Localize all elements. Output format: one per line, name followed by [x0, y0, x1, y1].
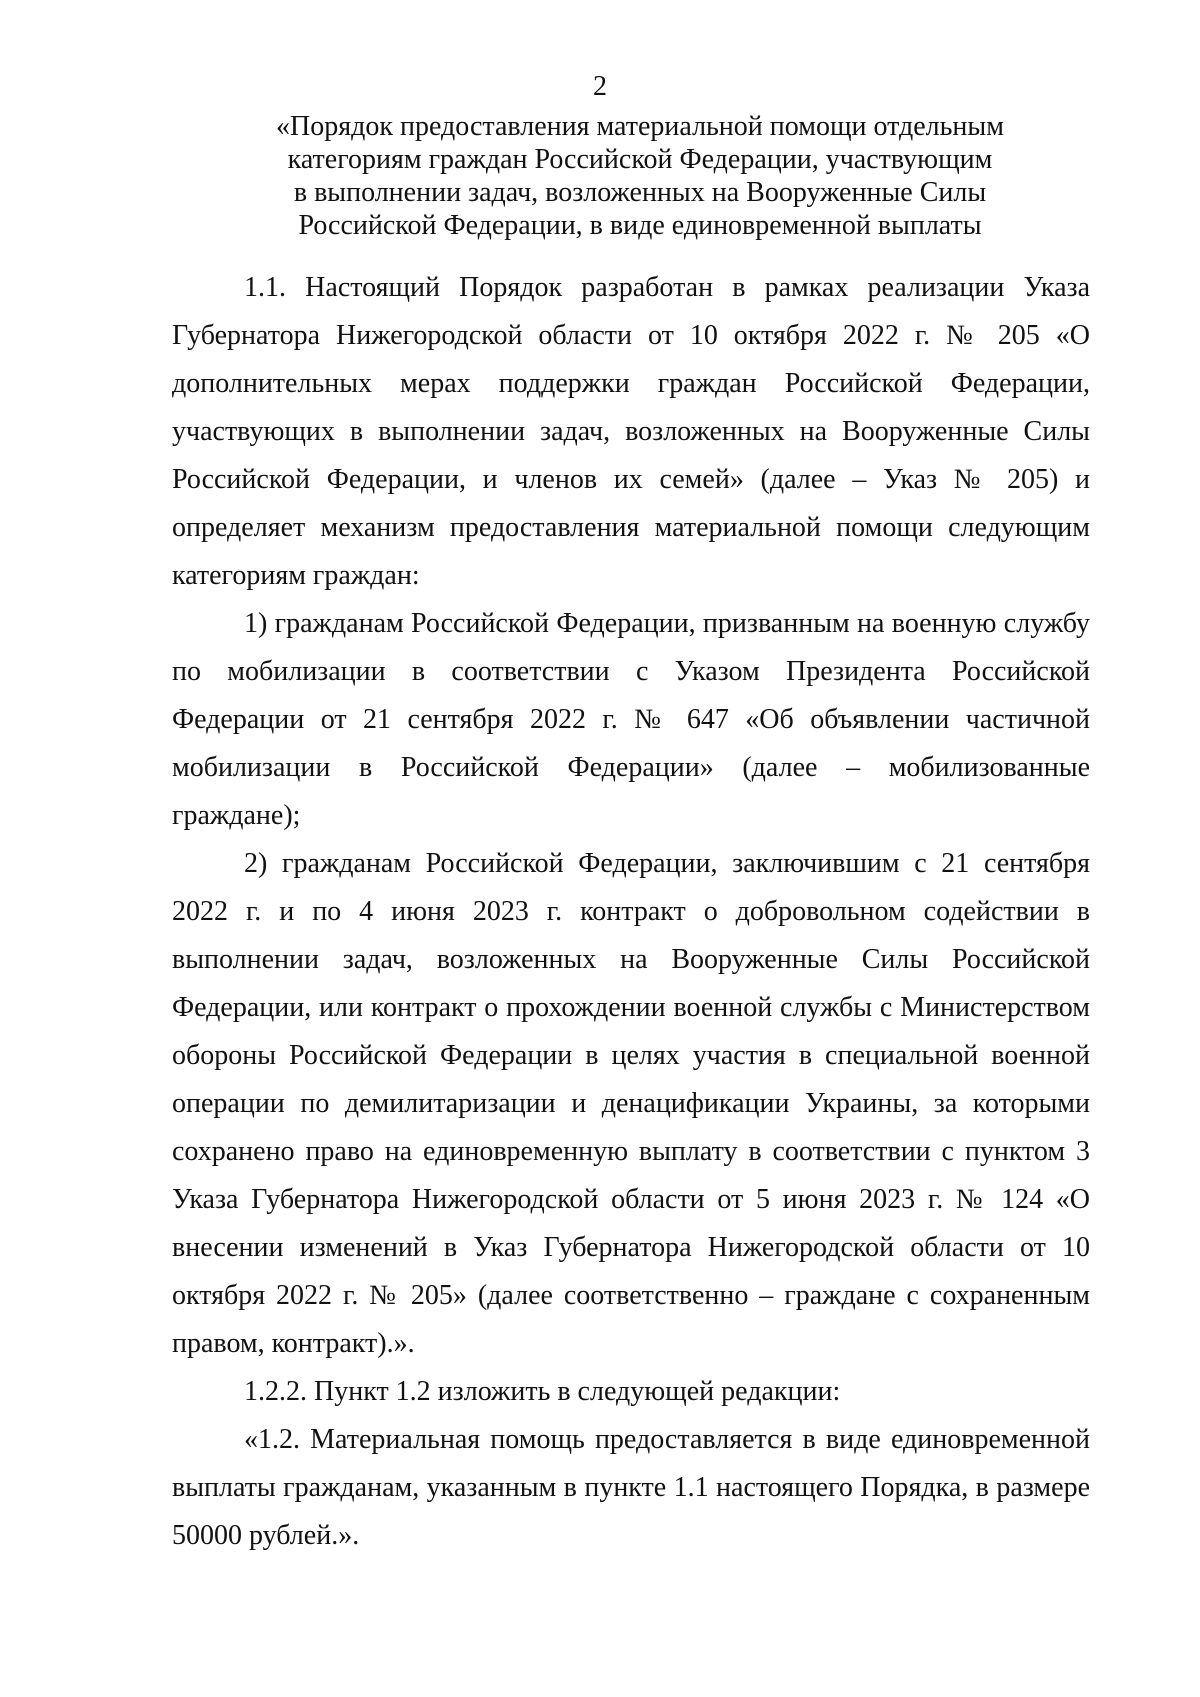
paragraph-1-1: 1.1. Настоящий Порядок разработан в рамках реализации Указа Губернатора Нижегородской области от 10 октября 2022 г. № 205 «О дополнительных мерах поддержки граждан Российской Федерации, участвующих в выполнении задач, возложенных на Вооруженные Силы Российской Федерации, и членов их семей» (далее – Указ № 205) и определяет механизм предоставления материальной помощи следующим категориям граждан:: [172, 272, 1090, 591]
page-number: 2: [593, 71, 607, 102]
title-line: в выполнении задач, возложенных на Вооруженные Силы: [293, 177, 987, 208]
paragraph-item-1: 1) гражданам Российской Федерации, призванным на военную службу по мобилизации в соответствии с Указом Президента Российской Федерации от 21 сентября 2022 г. № 647 «Об объявлении частичной мобилизации в Российской Федерации» (далее – мобилизованные граждане);: [172, 608, 1090, 831]
title-line: Российской Федерации, в виде единовременной выплаты: [298, 210, 982, 241]
title-line: «Порядок предоставления материальной помощи отдельным: [276, 111, 1004, 142]
title-line: категориям граждан Российской Федерации, участвующим: [287, 144, 993, 175]
paragraph-item-2: 2) гражданам Российской Федерации, заключившим с 21 сентября 2022 г. и по 4 июня 2023 г. контракт о добровольном содействии в выполнении задач, возложенных на Вооруженные Силы Российской Федерации, или контракт о прохождении военной службы с Министерством обороны Российской Федерации в целях участия в специальной военной операции по демилитаризации и денацификации Украины, за которыми сохранено право на единовременную выплату в соответствии с пунктом 3 Указа Губернатора Нижегородской области от 5 июня 2023 г. № 124 «О внесении изменений в Указ Губернатора Нижегородской области от 10 октября 2022 г. № 205» (далее соответственно – граждане с сохраненным правом, контракт).».: [172, 848, 1090, 1359]
paragraph-1-2: «1.2. Материальная помощь предоставляется в виде единовременной выплаты гражданам, указанным в пункте 1.1 настоящего Порядка, в размере 50000 рублей.».: [172, 1424, 1090, 1551]
document-body: [172, 264, 1090, 1560]
document-title: [170, 110, 1110, 242]
paragraph-1-2-2: 1.2.2. Пункт 1.2 изложить в следующей редакции:: [244, 1376, 841, 1407]
